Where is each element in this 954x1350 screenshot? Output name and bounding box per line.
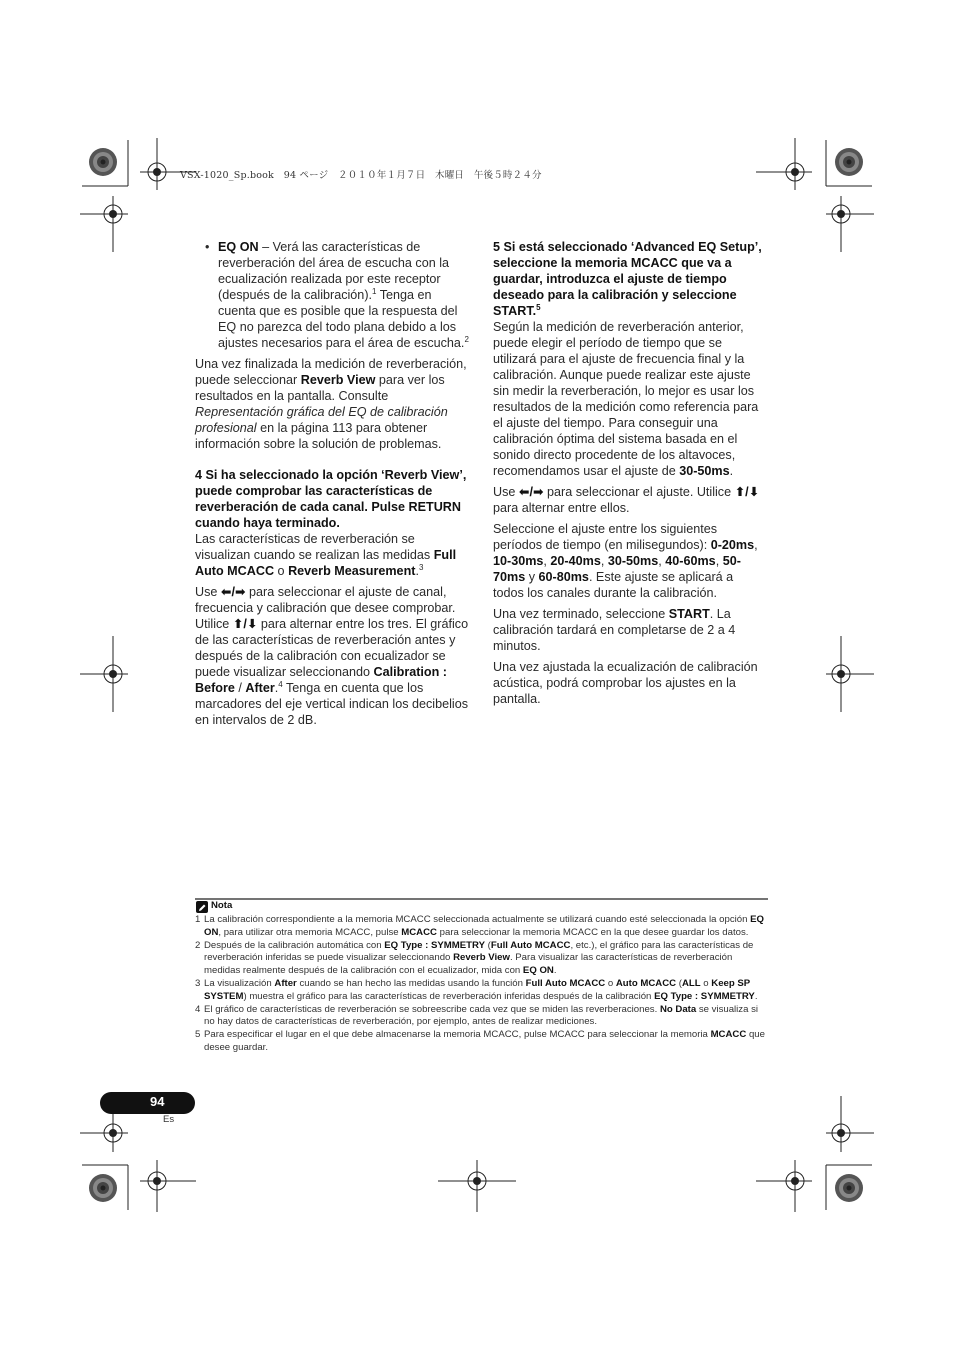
paragraph: Use ⬅/➡ para seleccionar el ajuste. Utilice ⬆/⬇ para alternar entre ellos. — [493, 485, 760, 515]
footnote-item: 4 El gráfico de características de reverberación se sobreescribe cada vez que se miden las reverberaciones. No Data se visualiza si no hay datos de características de reverberación, por ejemplo, antes de realizar mediciones. — [195, 1003, 759, 1028]
paragraph: Según la medición de reverberación anterior, puede elegir el período de tiempo que se utilizará para el ajuste de frecuencia final y la calibración. Aunque puede realizar este ajuste sin medir la reverberación, lo mejor es usar los resultados de la medición como referencia para el ajuste del tiempo. Para conseguir una calibración óptima del sistema basada en el sonido directo procedente de los altavoces, recomendamos usar el ajuste de 30-50ms. — [493, 320, 759, 478]
bullet-dot: • — [205, 240, 210, 254]
footnote-ref: 1 — [372, 286, 377, 296]
footnote-item: 2 Después de la calibración automática con EQ Type : SYMMETRY (Full Auto MCACC, etc.), el gráfico para las características de reverberación inferidas se puede visualizar seleccionando Reverb View. Para visualizar las características de reverberación medidas realmente después de la calibración con el ecualizador, mida con EQ ON. — [195, 939, 754, 977]
notes-heading: Nota — [211, 900, 233, 911]
footnote-ref: 5 — [536, 302, 541, 312]
footnotes — [195, 914, 767, 1055]
page-number: 94 — [150, 1094, 165, 1109]
paragraph: Una vez ajustada la ecualización de calibración acústica, podrá comprobar los ajustes en la pantalla. — [493, 660, 758, 706]
paragraph: Una vez finalizada la medición de reverberación, puede seleccionar Reverb View para ver los resultados en la pantalla. Consulte Representación gráfica del EQ de calibración profesional en la página 113 para obtener información sobre la solución de problemas. — [195, 357, 467, 451]
step-5-heading: 5 Si está seleccionado ‘Advanced EQ Setup’, seleccione la memoria MCACC que va a guardar, introduzca el ajuste de tiempo deseado para la calibración y seleccione START.$^5$ — [493, 240, 762, 318]
language-code: Es — [163, 1114, 175, 1125]
star-target-icon — [89, 148, 117, 176]
star-target-icon — [835, 148, 863, 176]
up-down-arrow-icon: ⬆/⬇ — [232, 617, 258, 631]
footnote-ref: 4 — [278, 679, 283, 689]
footnote-item: 5 Para especificar el lugar en el que debe almacenarse la memoria MCACC, pulse MCACC para seleccionar la memoria MCACC que desee guardar. — [195, 1029, 765, 1053]
paragraph: Las características de reverberación se visualizan cuando se realizan las medidas Full Auto MCACC o Reverb Measurement.$^3$ — [195, 532, 457, 578]
footnote-item: 1 La calibración correspondiente a la memoria MCACC seleccionada actualmente se utilizará cuando esté seleccionada la opción EQ ON, para utilizar otra memoria MCACC, pulse MCACC para seleccionar la memoria MCACC en la que desee guardar los datos. — [195, 914, 764, 938]
paragraph: Use ⬅/➡ para seleccionar el ajuste de canal, frecuencia y calibración que desee comprobar. Utilice ⬆/⬇ para alternar entre los tres. El gráfico de las características de reverberación antes y después de la calibración con ecualizador se puede visualizar seleccionando Calibration : Before / After.$^4$ Tenga en cuenta que los marcadores del eje vertical indican los decibelios en intervalos de 2 dB. — [195, 585, 469, 727]
footnote-ref: 3 — [418, 562, 424, 572]
step-4-heading: 4 Si ha seleccionado la opción ‘Reverb View’, puede comprobar las características de reverberación de cada canal. Pulse RETURN cuando haya terminado. — [195, 468, 467, 530]
right-column — [493, 239, 767, 712]
up-down-arrow-icon: ⬆/⬇ — [734, 485, 760, 499]
paragraph: Una vez terminado, seleccione START. La calibración tardará en completarse de 2 a 4 minutos. — [493, 607, 736, 653]
left-column — [195, 239, 472, 733]
paragraph: Seleccione el ajuste entre los siguientes períodos de tiempo (en milisegundos): 0-20ms, 10-30ms, 20-40ms, 30-50ms, 40-60ms, 50-70ms y 60-80ms. Este ajuste se aplicará a todos los canales durante la calibración. — [493, 522, 758, 600]
left-right-arrow-icon: ⬅/➡ — [518, 485, 544, 499]
footnote-item: 3 La visualización After cuando se han hecho las medidas usando la función Full Auto MCACC o Auto MCACC (ALL o Keep SP SYSTEM) muestra el gráfico para las características de reverberación inferidas después de la calibración EQ Type : SYMMETRY. — [195, 977, 758, 1002]
star-target-icon — [835, 1174, 863, 1202]
note-pencil-icon — [196, 901, 208, 913]
star-target-icon — [89, 1174, 117, 1202]
left-right-arrow-icon: ⬅/➡ — [220, 585, 246, 599]
print-file-info: VSX-1020_Sp.book 94 ページ ２０１０年１月７日 木曜日 午後５時２４分 — [180, 170, 542, 181]
bullet-eq-on: • EQ ON – Verá las características de reverberación del área de escucha con la ecualización realizada por este receptor (después de la calibración).$^1$ Tenga en cuenta que es posible que la respuesta del EQ no parezca del todo plana debido a los ajustes necesarios para el área de escucha.$^2$ — [205, 240, 469, 350]
footnote-ref: 2 — [464, 334, 469, 344]
